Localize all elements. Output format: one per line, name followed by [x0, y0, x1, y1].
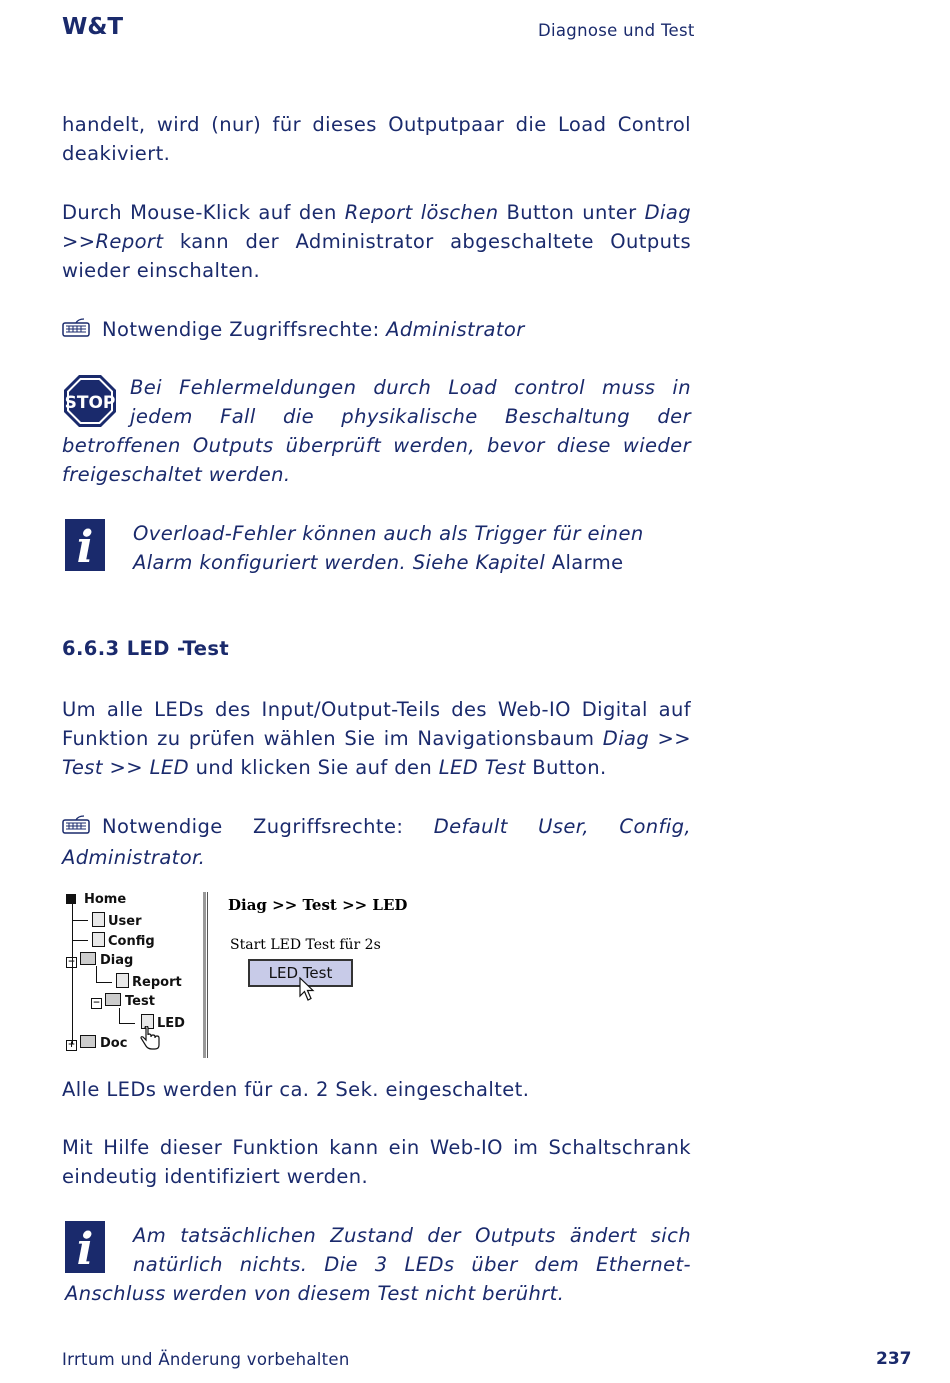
text: Overload-Fehler können auch als Trigger für einen Alarm konfiguriert werden. Siehe Kapitel — [133, 522, 644, 574]
collapse-icon[interactable]: − — [92, 998, 101, 1008]
tree-label: Diag — [100, 953, 134, 968]
text: Button. — [525, 756, 607, 779]
paragraph-led-duration: Alle LEDs werden für ca. 2 Sek. eingeschaltet. — [62, 1078, 530, 1101]
stop-sign-text: STOP — [64, 393, 116, 413]
info-icon — [65, 519, 133, 575]
text: kann der Administrator abgeschaltete Outputs wieder einschalten. — [62, 230, 691, 282]
keyboard-icon — [62, 317, 90, 346]
text: Button unter — [498, 201, 645, 224]
frame-divider — [203, 892, 206, 1058]
rights-value: Administrator — [386, 318, 525, 341]
text-diag-report: Diag >>Report — [62, 201, 691, 253]
document-icon — [92, 912, 105, 927]
brand-logo: W&T — [62, 14, 124, 40]
hand-cursor-icon — [140, 1026, 162, 1052]
tree-item-diag[interactable] — [66, 952, 133, 968]
page-number: 237 — [876, 1349, 912, 1369]
paragraph-led-test — [62, 695, 691, 782]
folder-icon — [80, 1035, 96, 1048]
running-header: Diagnose und Test — [538, 21, 695, 40]
document-icon — [92, 932, 105, 947]
folder-icon — [80, 952, 96, 965]
access-rights-2 — [62, 812, 691, 872]
tree-label: LED — [157, 1016, 185, 1031]
breadcrumb: Diag >> Test >> LED — [228, 896, 408, 914]
expand-icon[interactable]: + — [67, 1040, 76, 1050]
tree-item-config[interactable] — [92, 932, 155, 949]
folder-icon — [105, 993, 121, 1006]
text: Um alle LEDs des Input/Output-Teils des Web-IO Digital auf Funktion zu prüfen wählen Sie im Navigationsbaum — [62, 698, 691, 750]
text: Durch Mouse-Klick auf den — [62, 201, 345, 224]
tree-label: Doc — [100, 1036, 128, 1051]
text-nav-path: Diag >> Test >> LED — [62, 727, 691, 779]
text: und klicken Sie auf den — [188, 756, 439, 779]
text-led-test: LED Test — [438, 756, 526, 779]
footer-note: Irrtum und Änderung vorbehalten — [62, 1350, 350, 1369]
info-note-1 — [65, 519, 691, 577]
paragraph-load-control: handelt, wird (nur) für dieses Outputpaar die Load Control deakiviert. — [62, 113, 691, 165]
rights-value: Default User, Config, Administrator. — [62, 815, 691, 869]
nav-tree-screenshot — [62, 890, 212, 1060]
stop-note-text: Bei Fehlermeldungen durch Load control muss in jedem Fall die physikalische Beschaltung der betroffenen Outputs überprüft werden, bevor diese wieder freigeschaltet werden. — [62, 376, 691, 486]
tree-label: Config — [108, 934, 155, 949]
led-test-prompt: Start LED Test für 2s — [230, 937, 381, 953]
access-rights-1 — [62, 315, 691, 346]
paragraph-identification: Mit Hilfe dieser Funktion kann ein Web-IO im Schaltschrank eindeutig identifiziert werden. — [62, 1136, 691, 1188]
tree-item-home[interactable] — [66, 892, 126, 907]
tree-item-doc[interactable] — [66, 1035, 127, 1051]
text-alarme: Alarme — [551, 551, 624, 574]
rights-label: Notwendige Zugriffsrechte: — [102, 318, 387, 341]
rights-label: Notwendige Zugriffsrechte: — [102, 815, 434, 838]
tree-label: Test — [125, 994, 155, 1009]
info-note-2 — [65, 1221, 691, 1308]
stop-note — [62, 373, 691, 489]
info-note-1-text — [65, 519, 691, 577]
info-icon — [65, 1221, 133, 1277]
text-report-loeschen: Report löschen — [344, 201, 499, 224]
stop-sign-icon — [62, 373, 130, 429]
info-glyph: i — [76, 522, 94, 571]
tree-item-report[interactable] — [116, 973, 182, 990]
tree-item-test[interactable] — [91, 993, 155, 1009]
tree-label: Report — [132, 975, 182, 990]
keyboard-icon — [62, 814, 90, 843]
info-note-2-text: Am tatsächlichen Zustand der Outputs ändert sich natürlich nichts. Die 3 LEDs über dem Ethernet-Anschluss werden von diesem Test nicht berührt. — [65, 1224, 691, 1305]
frame-divider — [207, 892, 208, 1058]
home-node-icon — [66, 894, 76, 904]
paragraph-report-reset — [62, 198, 691, 285]
document-icon — [116, 973, 129, 988]
led-test-button[interactable]: LED Test — [248, 959, 353, 987]
collapse-icon[interactable]: − — [67, 957, 76, 967]
section-heading: 6.6.3 LED -Test — [62, 637, 230, 660]
tree-label: Home — [84, 892, 127, 907]
tree-label: User — [108, 914, 142, 929]
arrow-cursor-icon — [299, 977, 317, 1003]
tree-item-user[interactable] — [92, 912, 142, 929]
info-glyph: i — [76, 1224, 94, 1273]
